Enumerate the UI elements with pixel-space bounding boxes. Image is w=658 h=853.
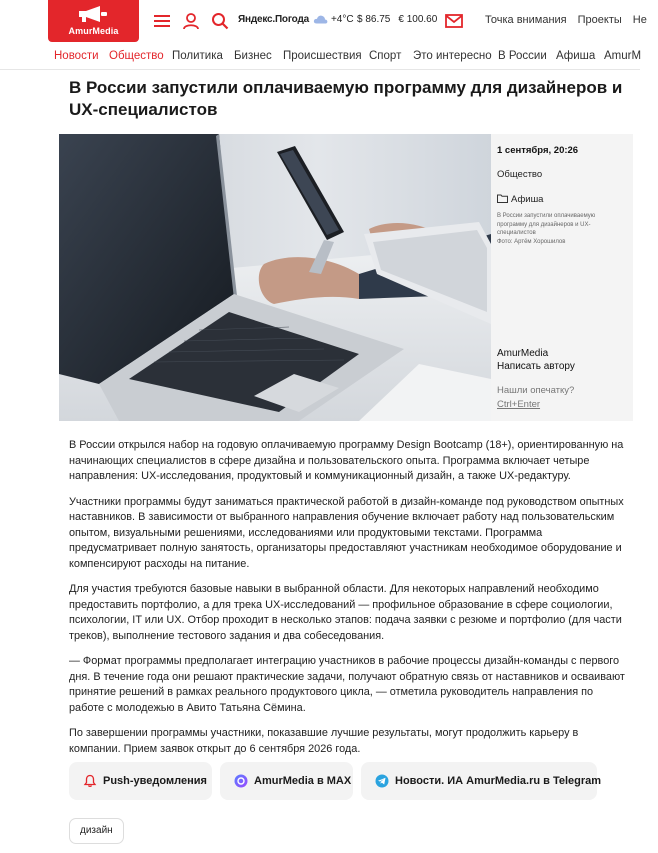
weather-label: Яндекс.Погода <box>238 14 309 25</box>
nav-item-v-rossii[interactable]: В России <box>498 50 547 62</box>
bell-icon <box>83 774 97 788</box>
folder-icon <box>497 194 508 206</box>
article-media <box>59 134 633 421</box>
telegram-channel-button[interactable] <box>361 762 602 800</box>
nav-item-proisshestviya[interactable]: Происшествия <box>283 50 362 62</box>
weather-widget[interactable] <box>238 14 354 27</box>
top-links <box>485 14 658 26</box>
push-notifications-label: Push-уведомления <box>103 775 207 787</box>
weather-temp: +4°C <box>330 14 354 25</box>
main-nav <box>0 46 640 70</box>
subscribe-buttons <box>69 762 639 800</box>
article-photo[interactable] <box>59 134 491 421</box>
article-paragraph: По завершении программы участники, показавшие лучшие результаты, могут продолжить карьеру в компании. Прием заявок открыт до 6 сентября 2026 года. <box>69 727 579 755</box>
usd-rate: $ 86.75 <box>357 14 391 25</box>
photo-credit: Фото: Артём Хорошилов <box>497 238 566 245</box>
write-author-link[interactable]: Написать автору <box>497 361 575 372</box>
article-paragraph: Участники программы будут заниматься практической работой в дизайн-команде под руководством опытных наставников. В зависимости от выбранного направления обучение включает работу над пользовательским опытом, визуальными решениями, исследованиями или продуктовыми текстами. Программа предусматривает полную занятость, организаторы предоставляют участникам необходимое оборудование и компенсируют расходы на питание. <box>69 495 624 570</box>
max-channel-label: AmurMedia в MAX <box>254 775 352 787</box>
megaphone-icon <box>76 5 110 23</box>
article-rubric[interactable]: Общество <box>497 169 543 180</box>
max-icon <box>234 774 248 788</box>
article-body <box>69 438 631 767</box>
nav-item-biznes[interactable]: Бизнес <box>234 50 272 62</box>
nav-item-amurmedia[interactable]: AmurM <box>604 50 642 62</box>
article-author[interactable]: AmurMedia <box>497 348 549 359</box>
telegram-icon <box>375 774 389 788</box>
article-paragraph: В России открылся набор на годовую оплачиваемую программу Design Bootcamp (18+), ориентированную на начинающих специалистов в сфере дизайна и пользовательского опыта. Программа включает четыре направления: UX-исследования, продуктовый и коммуникационный дизайн, а также UX-редактуру. <box>69 439 624 482</box>
article-meta-panel <box>491 134 633 421</box>
typo-question: Нашли опечатку? <box>497 385 575 396</box>
top-bar <box>0 0 647 42</box>
user-icon[interactable] <box>181 11 201 31</box>
link-tochka-vnimaniya[interactable]: Точка внимания <box>485 14 567 26</box>
article-folder-link[interactable] <box>497 194 543 206</box>
article-paragraph: Для участия требуются базовые навыки в выбранной области. Для некоторых направлений необходимо предоставить портфолио, а для трека UX-исследований — профильное образование в сфере социологии, психологии, IT или UX. Отбор проходит в несколько этапов: подача заявки с резюме и портфолио (для части треков), выполнение тестового задания и два собеседования. <box>69 583 622 642</box>
nav-item-afisha[interactable]: Афиша <box>556 50 596 62</box>
cloud-icon <box>313 14 328 27</box>
link-proekty[interactable]: Проекты <box>577 14 622 26</box>
article-date: 1 сентября, 20:26 <box>497 145 579 156</box>
article-tag[interactable]: дизайн <box>69 818 124 844</box>
currency-rates <box>357 14 445 25</box>
article-title: В России запустили оплачиваемую программу для дизайнеров и UX-специалистов <box>69 78 623 119</box>
link-more[interactable]: Не <box>632 14 647 26</box>
photo-caption-text: В России запустили оплачиваемую программу для дизайнеров и UX-специалистов <box>497 213 596 236</box>
nav-item-novosti[interactable]: Новости <box>54 50 99 62</box>
mail-icon[interactable] <box>444 11 464 31</box>
site-logo[interactable] <box>48 0 139 42</box>
nav-item-eto-interesno[interactable]: Это интересно <box>413 50 492 62</box>
typo-shortcut: Ctrl+Enter <box>497 399 541 410</box>
menu-icon[interactable] <box>152 11 172 31</box>
push-notifications-button[interactable] <box>69 762 212 800</box>
eur-rate: € 100.60 <box>398 14 438 25</box>
article-paragraph: — Формат программы предполагает интеграцию участников в рабочие процессы дизайн-команды с первого дня. В течение года они решают практические задачи, получают обратную связь от наставников и осваивают принятие решений в рамках реального продуктового цикла, — отметила руководитель направления по работе с молодежью в Авито Татьяна Сёмина. <box>69 655 625 714</box>
nav-item-obshchestvo[interactable]: Общество <box>109 50 164 62</box>
logo-text: AmurMedia <box>68 26 119 36</box>
search-icon[interactable] <box>210 11 230 31</box>
max-channel-button[interactable] <box>220 762 353 800</box>
telegram-channel-label: Новости. ИА AmurMedia.ru в Telegram <box>395 775 602 787</box>
nav-item-politika[interactable]: Политика <box>172 50 223 62</box>
photo-caption <box>497 212 625 246</box>
nav-item-sport[interactable]: Спорт <box>369 50 402 62</box>
article-folder-label: Афиша <box>511 194 544 205</box>
